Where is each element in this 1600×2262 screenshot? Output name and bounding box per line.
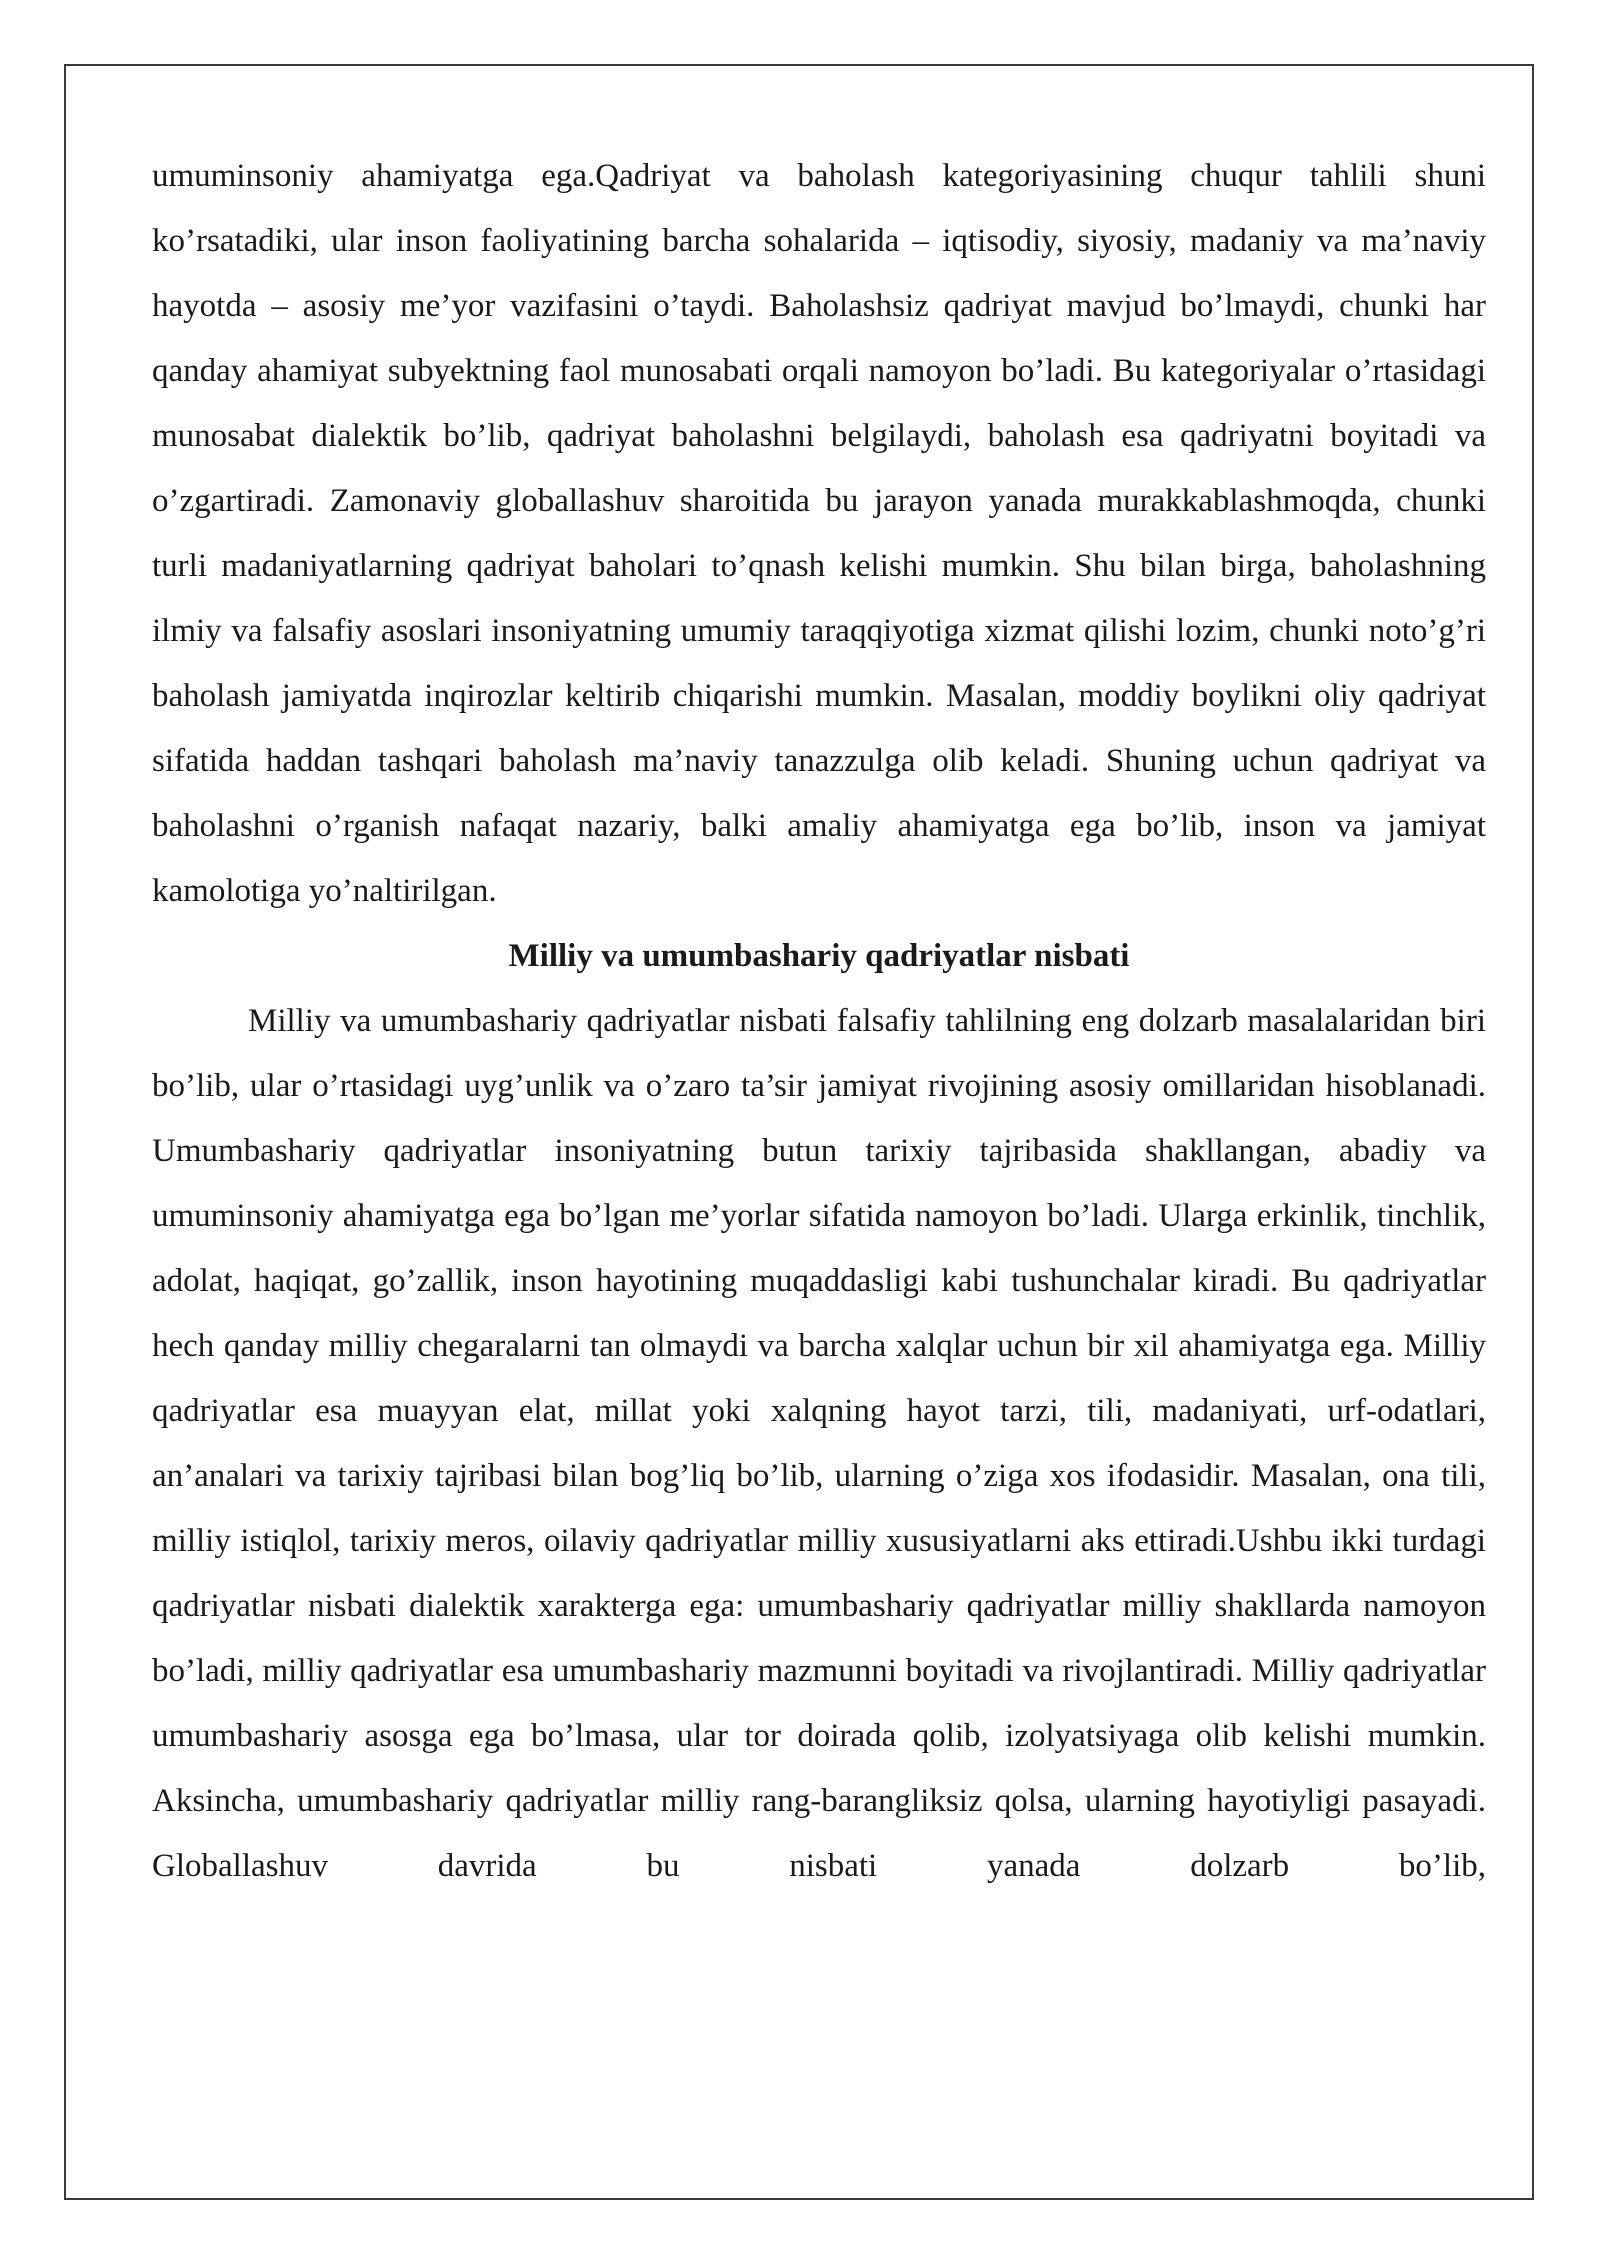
- body-paragraph-2: Milliy va umumbashariy qadriyatlar nisbati falsafiy tahlilning eng dolzarb masalalaridan biri bo’lib, ular o’rtasidagi uyg’unlik va o’zaro ta’sir jamiyat rivojining asosiy omillaridan hisoblanadi. Umumbashariy qadriyatlar insoniyatning butun tarixiy tajribasida shakllangan, abadiy va umuminsoniy ahamiyatga ega bo’lgan me’yorlar sifatida namoyon bo’ladi. Ularga erkinlik, tinchlik, adolat, haqiqat, go’zallik, inson hayotining muqaddasligi kabi tushunchalar kiradi. Bu qadriyatlar hech qanday milliy chegaralarni tan olmaydi va barcha xalqlar uchun bir xil ahamiyatga ega. Milliy qadriyatlar esa muayyan elat, millat yoki xalqning hayot tarzi, tili, madaniyati, urf-odatlari, an’analari va tarixiy tajribasi bilan bog’liq bo’lib, ularning o’ziga xos ifodasidir. Masalan, ona tili, milliy istiqlol, tarixiy meros, oilaviy qadriyatlar milliy xususiyatlarni aks ettiradi.Ushbu ikki turdagi qadriyatlar nisbati dialektik xarakterga ega: umumbashariy qadriyatlar milliy shakllarda namoyon bo’ladi, milliy qadriyatlar esa umumbashariy mazmunni boyitadi va rivojlantiradi. Milliy qadriyatlar umumbashariy asosga ega bo’lmasa, ular tor doirada qolib, izolyatsiyaga olib kelishi mumkin. Aksincha, umumbashariy qadriyatlar milliy rang-barangliksiz qolsa, ularning hayotiyligi pasayadi. Globallashuv davrida bu nisbati yanada dolzarb bo’lib,: [152, 1003, 1486, 1884]
- section-heading: Milliy va umumbashariy qadriyatlar nisbati: [508, 938, 1130, 974]
- body-paragraph-1: umuminsoniy ahamiyatga ega.Qadriyat va baholash kategoriyasining chuqur tahlili shuni ko’rsatadiki, ular inson faoliyatining barcha sohalarida – iqtisodiy, siyosiy, madaniy va ma’naviy hayotda – asosiy me’yor vazifasini o’taydi. Baholashsiz qadriyat mavjud bo’lmaydi, chunki har qanday ahamiyat subyektning faol munosabati orqali namoyon bo’ladi. Bu kategoriyalar o’rtasidagi munosabat dialektik bo’lib, qadriyat baholashni belgilaydi, baholash esa qadriyatni boyitadi va o’zgartiradi. Zamonaviy globallashuv sharoitida bu jarayon yanada murakkablashmoqda, chunki turli madaniyatlarning qadriyat baholari to’qnash kelishi mumkin. Shu bilan birga, baholashning ilmiy va falsafiy asoslari insoniyatning umumiy taraqqiyotiga xizmat qilishi lozim, chunki noto’g’ri baholash jamiyatda inqirozlar keltirib chiqarishi mumkin. Masalan, moddiy boylikni oliy qadriyat sifatida haddan tashqari baholash ma’naviy tanazzulga olib keladi. Shuning uchun qadriyat va baholashni o’rganish nafaqat nazariy, balki amaliy ahamiyatga ega bo’lib, inson va jamiyat kamolotiga yo’naltirilgan.: [152, 158, 1486, 909]
- page-content: [152, 144, 1486, 1899]
